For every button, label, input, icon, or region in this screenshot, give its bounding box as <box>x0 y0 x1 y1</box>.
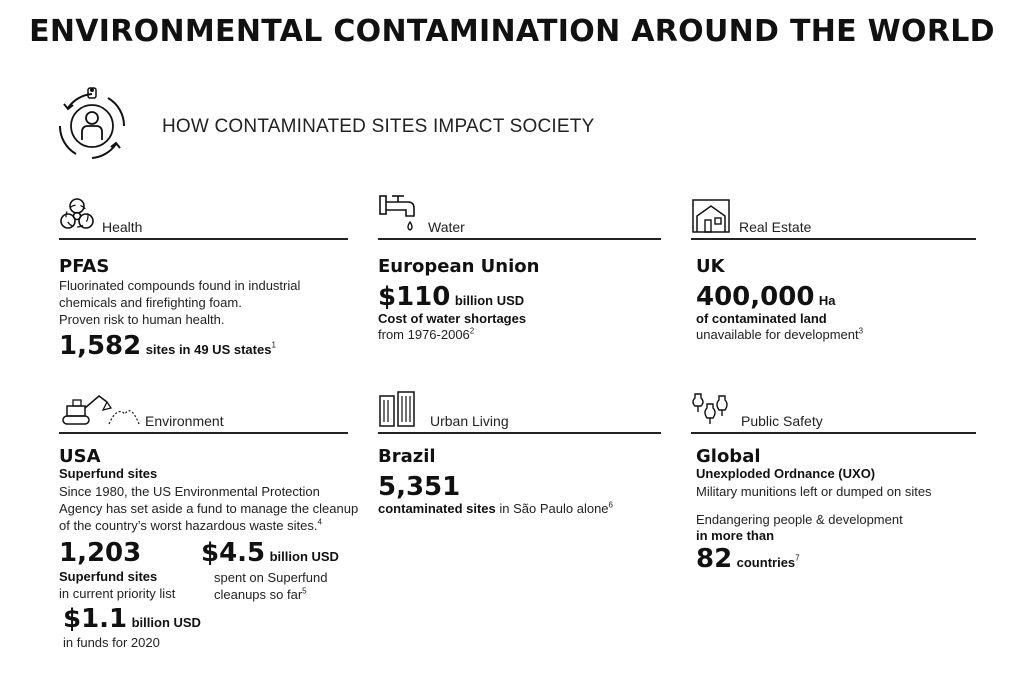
faucet-icon <box>378 192 418 234</box>
environment-stat2-desc-line2: cleanups so far <box>214 587 303 602</box>
environment-bold-line: Superfund sites <box>59 466 158 481</box>
real-estate-description <box>696 326 863 343</box>
section-label-urban: Urban Living <box>430 413 509 429</box>
water-stat <box>378 282 524 312</box>
water-stat-value: $110 <box>378 282 451 312</box>
biohazard-icon <box>59 194 95 234</box>
environment-stat1-value: 1,203 <box>59 538 142 568</box>
health-desc-line1: Fluorinated compounds found in industrial <box>59 278 301 293</box>
section-header-water <box>378 190 661 240</box>
page-title: ENVIRONMENTAL CONTAMINATION AROUND THE WORLD <box>29 14 995 49</box>
subtitle: HOW CONTAMINATED SITES IMPACT SOCIETY <box>162 116 595 137</box>
section-label-water: Water <box>428 219 465 235</box>
safety-desc-line2: Endangering people & development <box>696 512 903 527</box>
buildings-icon <box>378 390 416 428</box>
house-icon <box>691 194 731 234</box>
person-cycle-icon <box>52 86 132 166</box>
section-label-health: Health <box>102 219 143 235</box>
health-description <box>59 277 349 328</box>
section-header-environment <box>59 384 348 434</box>
environment-stat1-bold: Superfund sites <box>59 569 158 584</box>
water-bold-line: Cost of water shortages <box>378 311 527 326</box>
water-stat-unit: billion USD <box>454 293 525 308</box>
safety-stat-text: countries <box>736 555 796 570</box>
safety-stat-value: 82 <box>696 544 733 574</box>
health-stat-value: 1,582 <box>59 331 142 361</box>
safety-stat <box>696 544 800 574</box>
environment-desc-line3: of the country’s worst hazardous waste sites. <box>59 518 318 533</box>
safety-desc-line1: Military munitions left or dumped on sites <box>696 484 932 499</box>
footnote-7: 7 <box>795 553 800 563</box>
environment-stat3 <box>63 604 201 634</box>
water-heading: European Union <box>378 256 540 277</box>
environment-stat3-value: $1.1 <box>63 604 128 634</box>
urban-stat-line <box>378 500 613 517</box>
section-header-urban <box>378 384 661 434</box>
environment-stat1-desc: in current priority list <box>59 586 176 601</box>
water-desc-text: from 1976-2006 <box>378 327 470 342</box>
footnote-6: 6 <box>608 500 613 510</box>
safety-heading: Global <box>696 446 761 467</box>
real-estate-stat-value: 400,000 <box>696 282 815 312</box>
footnote-4: 4 <box>317 517 322 527</box>
section-label-environment: Environment <box>145 413 224 429</box>
section-divider <box>378 432 661 434</box>
environment-desc-line2: Agency has set aside a fund to manage the cleanup <box>59 501 359 516</box>
environment-stat2-value: $4.5 <box>201 538 266 568</box>
health-desc-line3: Proven risk to human health. <box>59 312 225 327</box>
section-label-real-estate: Real Estate <box>739 219 812 235</box>
section-divider <box>691 238 976 240</box>
urban-heading: Brazil <box>378 446 436 467</box>
safety-bold-line: Unexploded Ordnance (UXO) <box>696 466 876 481</box>
section-divider <box>691 432 976 434</box>
environment-stat2-desc <box>214 569 327 603</box>
health-stat <box>59 331 276 361</box>
real-estate-stat <box>696 282 836 312</box>
environment-stat2-unit: billion USD <box>269 549 339 564</box>
urban-stat-value: 5,351 <box>378 472 461 502</box>
footnote-3: 3 <box>858 326 864 336</box>
health-stat-text: sites in 49 US states <box>145 342 272 357</box>
footnote-1: 1 <box>271 340 276 350</box>
environment-stat3-desc: in funds for 2020 <box>63 635 160 650</box>
bombs-icon <box>691 390 729 428</box>
urban-bold-line: contaminated sites <box>378 501 496 516</box>
section-divider <box>378 238 661 240</box>
environment-stat3-unit: billion USD <box>131 615 201 630</box>
health-heading: PFAS <box>59 256 110 277</box>
real-estate-stat-unit: Ha <box>818 293 836 308</box>
environment-heading: USA <box>59 446 101 467</box>
real-estate-desc-text: unavailable for development <box>696 327 859 342</box>
environment-description <box>59 483 359 534</box>
health-desc-line2: chemicals and firefighting foam. <box>59 295 242 310</box>
real-estate-heading: UK <box>696 256 725 277</box>
section-header-safety <box>691 384 976 434</box>
urban-desc-text: in São Paulo alone <box>499 501 609 516</box>
footnote-2: 2 <box>469 326 475 336</box>
real-estate-bold-line: of contaminated land <box>696 311 827 326</box>
environment-stat2-desc-line1: spent on Superfund <box>214 570 328 585</box>
section-header-health <box>59 190 348 240</box>
section-divider <box>59 432 348 434</box>
environment-stat2 <box>201 538 339 568</box>
safety-bold-line2: in more than <box>696 528 775 543</box>
section-header-real-estate <box>691 190 976 240</box>
water-description <box>378 326 474 343</box>
environment-desc-line1: Since 1980, the US Environmental Protection <box>59 484 320 499</box>
footnote-5: 5 <box>302 586 307 596</box>
section-label-safety: Public Safety <box>741 413 823 429</box>
section-divider <box>59 238 348 240</box>
excavator-icon <box>59 392 141 428</box>
